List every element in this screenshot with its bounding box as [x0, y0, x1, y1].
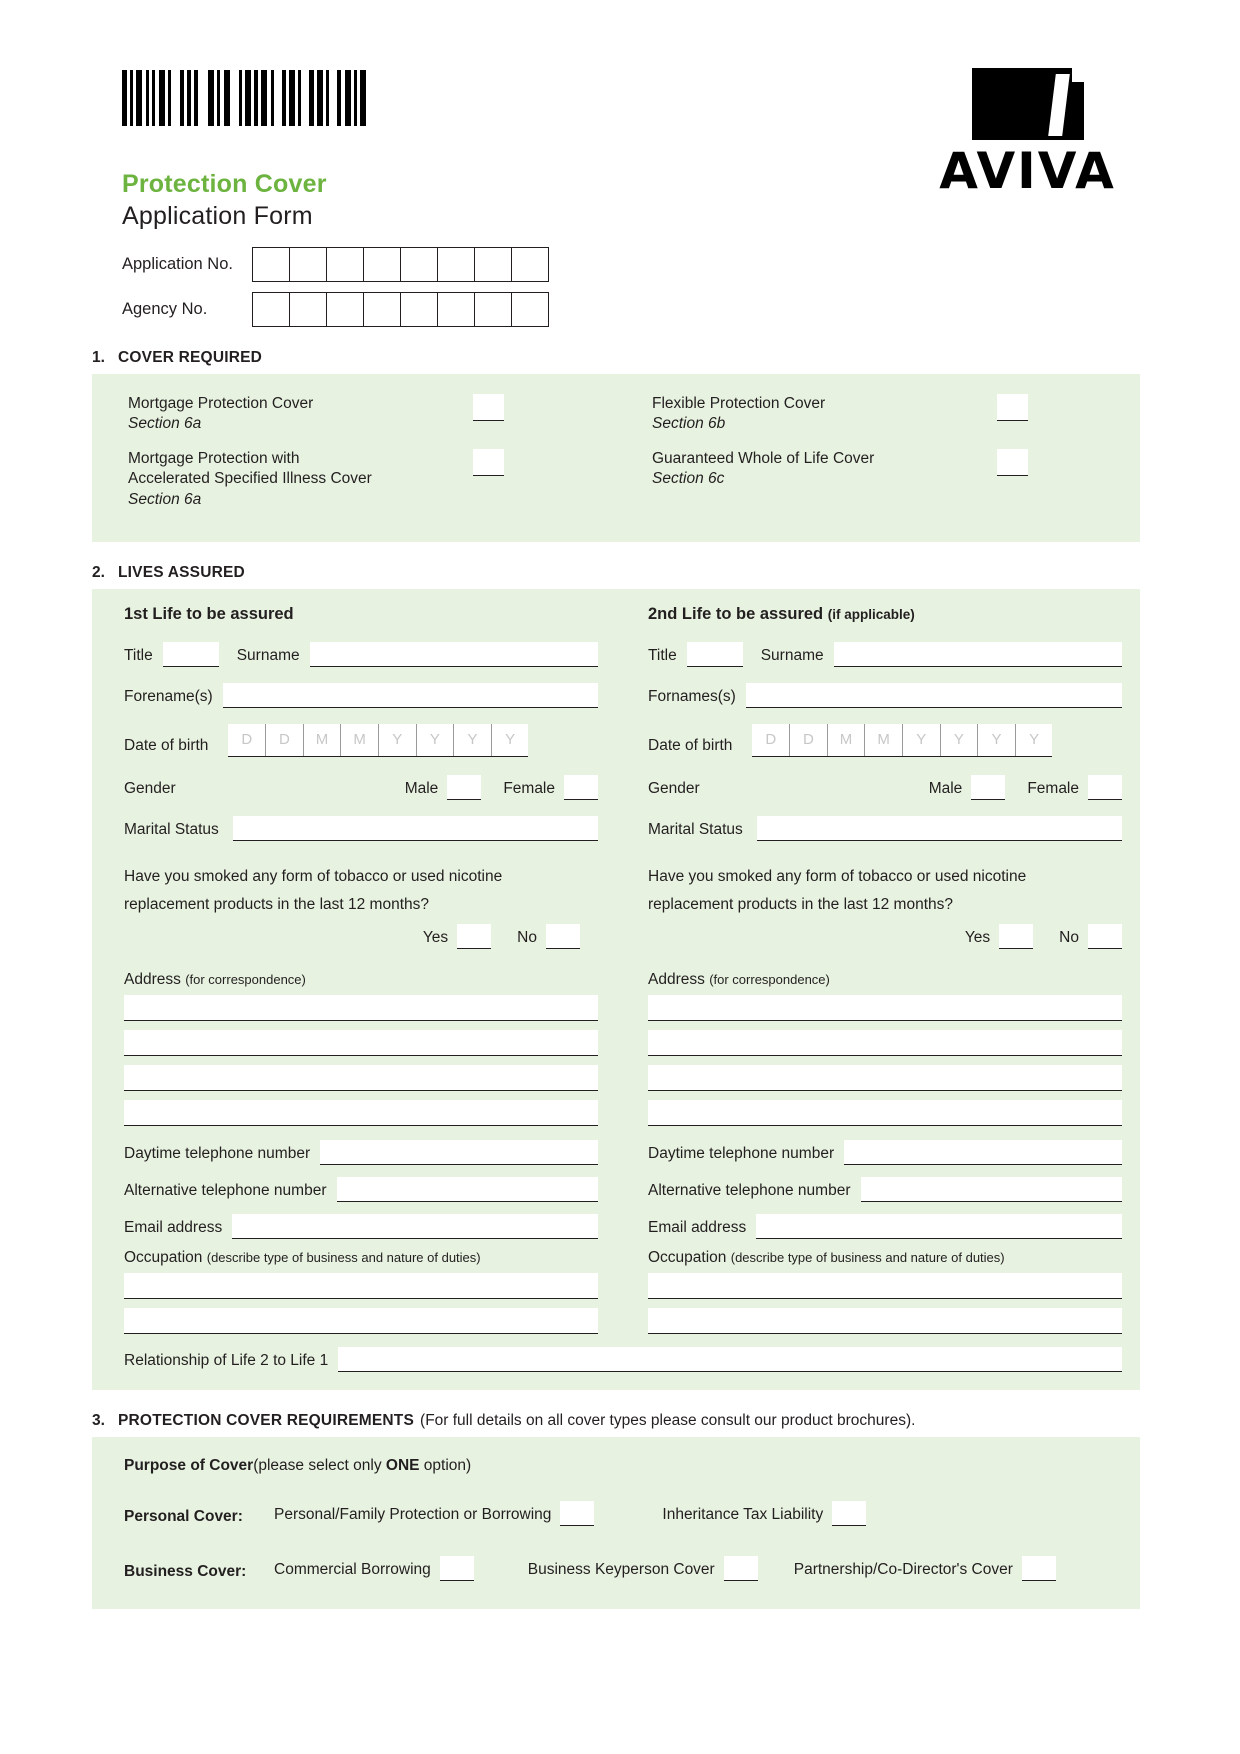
relationship-row: [92, 1343, 1140, 1372]
marital-status-label: Marital Status: [648, 821, 743, 839]
life-1-gender-male-checkbox[interactable]: [447, 775, 481, 800]
option-personal-family-protection[interactable]: [274, 1501, 602, 1526]
life-2-gender-row: [648, 775, 1122, 800]
dob-char: Y: [505, 731, 516, 749]
gender-label: Gender: [648, 780, 700, 798]
occupation-label-note: (describe type of business and nature of duties): [206, 1250, 481, 1266]
cover-option-label-2: Accelerated Specified Illness Cover: [128, 470, 372, 488]
daytime-tel-label: Daytime telephone number: [124, 1145, 311, 1163]
life-2-alt-tel-input[interactable]: [861, 1177, 1123, 1202]
life-2-marital-row: [648, 816, 1122, 841]
section-1-heading: [0, 349, 1240, 367]
life-2-address-line-4[interactable]: [648, 1100, 1122, 1126]
application-no-row: [122, 247, 1140, 282]
option-checkbox[interactable]: [1022, 1556, 1056, 1581]
dob-char: Y: [417, 724, 455, 756]
cover-option-section: Section 6a: [128, 490, 202, 508]
occupation-label-text: Occupation: [124, 1249, 203, 1267]
life-2-email-input[interactable]: [756, 1214, 1122, 1239]
surname-label: Surname: [236, 647, 300, 665]
life-1-smoker-no-checkbox[interactable]: [546, 924, 580, 949]
form-title-secondary: Application Form: [122, 202, 313, 230]
purpose-title-bold: Purpose of Cover: [124, 1457, 254, 1475]
life-1-address-line-2[interactable]: [124, 1030, 598, 1056]
life-2-dob-input[interactable]: [752, 724, 1052, 757]
purpose-title-end: option): [419, 1457, 472, 1475]
life-1-gender-female-checkbox[interactable]: [564, 775, 598, 800]
life-2-smoker-yes-checkbox[interactable]: [999, 924, 1033, 949]
section-2-heading: [0, 564, 1240, 582]
life-2-heading-note: (if applicable): [827, 607, 915, 623]
application-no-input[interactable]: [252, 247, 549, 282]
cover-option-mortgage-accelerated[interactable]: [128, 449, 616, 510]
life-2-gender-female-checkbox[interactable]: [1088, 775, 1122, 800]
life-2-occupation-lines: [648, 1273, 1122, 1334]
cover-option-checkbox[interactable]: [997, 394, 1028, 421]
section-1-title: COVER REQUIRED: [118, 349, 263, 366]
life-2-smoker-answer-row: [648, 924, 1122, 949]
dob-char: M: [341, 724, 379, 756]
life-1-address-lines: [124, 995, 598, 1126]
marital-status-label: Marital Status: [124, 821, 219, 839]
dob-char: M: [865, 724, 903, 756]
life-2-alt-tel-row: [648, 1177, 1122, 1202]
occupation-label-text: Occupation: [648, 1249, 727, 1267]
cover-option-whole-of-life[interactable]: [652, 449, 1140, 490]
purpose-title-rest: (please select only: [253, 1457, 386, 1475]
aviva-wordmark: AVIVA: [939, 142, 1116, 200]
lives-assured-panel: [92, 589, 1140, 1390]
smoker-question-line1: Have you smoked any form of tobacco or used nicotine: [648, 868, 1027, 886]
form-header: [0, 0, 1240, 327]
life-1-occupation-lines: [124, 1273, 598, 1334]
dob-char: Y: [978, 724, 1016, 756]
life-1-occupation-line-1[interactable]: [124, 1273, 598, 1299]
personal-cover-row: [92, 1501, 1140, 1526]
dob-char: D: [228, 724, 266, 756]
section-2-number: 2.: [92, 564, 105, 582]
life-1-address-line-3[interactable]: [124, 1065, 598, 1091]
alt-tel-label: Alternative telephone number: [124, 1182, 327, 1200]
section-2-title: LIVES ASSURED: [118, 564, 245, 582]
life-1-alt-tel-input[interactable]: [337, 1177, 599, 1202]
agency-no-row: [122, 292, 1140, 327]
life-1-smoker-answer-row: [124, 924, 598, 949]
address-label-text: Address: [648, 971, 705, 989]
smoker-question-line2: replacement products in the last 12 months?: [648, 895, 954, 913]
life-1-address-line-4[interactable]: [124, 1100, 598, 1126]
life-1-heading: 1st Life to be assured: [124, 605, 294, 624]
life-1-smoker-question: [124, 863, 598, 918]
life-2-smoker-question: [648, 863, 1122, 918]
option-checkbox[interactable]: [832, 1501, 866, 1526]
life-2-heading-text: 2nd Life to be assured: [648, 605, 824, 624]
life-2-address-line-3[interactable]: [648, 1065, 1122, 1091]
cover-option-checkbox[interactable]: [997, 449, 1028, 476]
life-1-gender-row: [124, 775, 598, 800]
cover-option-checkbox[interactable]: [473, 394, 504, 421]
option-label: Personal/Family Protection or Borrowing: [274, 1506, 552, 1524]
no-label: No: [1059, 929, 1079, 947]
life-1-email-input[interactable]: [232, 1214, 598, 1239]
option-business-keyperson-cover[interactable]: [528, 1556, 766, 1581]
life-2-occupation-line-2[interactable]: [648, 1308, 1122, 1334]
life-2-smoker-no-checkbox[interactable]: [1088, 924, 1122, 949]
section-3-title: PROTECTION COVER REQUIREMENTS: [118, 1412, 415, 1430]
cover-option-checkbox[interactable]: [473, 449, 504, 476]
option-inheritance-tax-liability[interactable]: [662, 1501, 874, 1526]
smoker-question-line1: Have you smoked any form of tobacco or used nicotine: [124, 868, 503, 886]
life-2-title-input[interactable]: [687, 642, 743, 667]
dob-char: Y: [903, 724, 941, 756]
life-2-address-lines: [648, 995, 1122, 1126]
dob-char: Y: [454, 724, 492, 756]
life-2-title-surname-row: [648, 642, 1122, 667]
life-2-address-line-2[interactable]: [648, 1030, 1122, 1056]
dob-char: D: [752, 724, 790, 756]
cover-option-label: Flexible Protection Cover: [652, 395, 826, 412]
life-2-forenames-input[interactable]: [746, 683, 1122, 708]
male-label: Male: [404, 780, 439, 798]
life-1-title-input[interactable]: [163, 642, 219, 667]
dob-char: D: [790, 724, 828, 756]
life-2-daytime-tel-input[interactable]: [844, 1140, 1122, 1165]
life-1-marital-input[interactable]: [233, 816, 598, 841]
alt-tel-label: Alternative telephone number: [648, 1182, 851, 1200]
option-label: Inheritance Tax Liability: [662, 1506, 824, 1524]
section-3-note: (For full details on all cover types please consult our product brochures).: [420, 1412, 916, 1430]
life-1-daytime-tel-input[interactable]: [320, 1140, 598, 1165]
occupation-label-note: (describe type of business and nature of duties): [730, 1250, 1005, 1266]
life-1-alt-tel-row: [124, 1177, 598, 1202]
cover-option-section: Section 6a: [128, 415, 202, 433]
email-label: Email address: [648, 1219, 747, 1237]
option-checkbox[interactable]: [724, 1556, 758, 1581]
life-1-address-label: [124, 971, 598, 989]
section-1-number: 1.: [92, 349, 105, 366]
dob-char: M: [304, 724, 342, 756]
dob-char: D: [266, 724, 304, 756]
address-label-note: (for correspondence): [185, 972, 306, 988]
female-label: Female: [503, 780, 555, 798]
cover-option-section: Section 6b: [652, 415, 726, 433]
option-label: Partnership/Co-Director's Cover: [793, 1561, 1013, 1579]
life-1-address-line-1[interactable]: [124, 995, 598, 1021]
life-1-occupation-label: [124, 1249, 598, 1267]
life-1-smoker-yes-checkbox[interactable]: [457, 924, 491, 949]
forenames-label: Forename(s): [124, 688, 213, 706]
dob-char: Y: [1029, 731, 1040, 749]
life-1-column: [92, 605, 616, 1343]
aviva-logo: [920, 68, 1135, 200]
life-1-forenames-input[interactable]: [223, 683, 598, 708]
agency-no-label: Agency No.: [122, 300, 208, 318]
life-1-forenames-row: [124, 683, 598, 708]
relationship-input[interactable]: [338, 1347, 1122, 1372]
life-2-address-line-1[interactable]: [648, 995, 1122, 1021]
cover-option-label: Mortgage Protection with: [128, 449, 300, 467]
business-cover-label: Business Cover:: [124, 1563, 247, 1581]
surname-label: Surname: [760, 647, 824, 665]
address-label-text: Address: [124, 971, 181, 989]
dob-char: M: [828, 724, 866, 756]
option-commercial-borrowing[interactable]: [274, 1556, 482, 1581]
purpose-of-cover-title: [92, 1457, 1140, 1475]
aviva-mark-icon: [972, 68, 1084, 140]
life-1-title-surname-row: [124, 642, 598, 667]
life-2-marital-input[interactable]: [757, 816, 1122, 841]
option-checkbox[interactable]: [440, 1556, 474, 1581]
purpose-title-one: ONE: [385, 1457, 420, 1475]
section-3-heading: [0, 1412, 1240, 1430]
yes-label: Yes: [422, 929, 449, 947]
dob-char: Y: [379, 724, 417, 756]
personal-cover-label: Personal Cover:: [124, 1508, 243, 1526]
business-cover-row: [92, 1556, 1140, 1581]
life-1-daytime-tel-row: [124, 1140, 598, 1165]
dob-char: Y: [941, 724, 979, 756]
title-label: Title: [648, 647, 677, 665]
address-label-note: (for correspondence): [709, 972, 830, 988]
life-2-column: [616, 605, 1140, 1343]
life-2-gender-male-checkbox[interactable]: [971, 775, 1005, 800]
life-2-occupation-label: [648, 1249, 1122, 1267]
title-label: Title: [124, 647, 153, 665]
section-3-number: 3.: [92, 1412, 105, 1430]
daytime-tel-label: Daytime telephone number: [648, 1145, 835, 1163]
application-no-label: Application No.: [122, 255, 233, 273]
cover-option-label: Guaranteed Whole of Life Cover: [652, 449, 875, 467]
agency-no-input[interactable]: [252, 292, 549, 327]
female-label: Female: [1027, 780, 1079, 798]
option-checkbox[interactable]: [560, 1501, 594, 1526]
no-label: No: [517, 929, 537, 947]
cover-required-panel: [92, 374, 1140, 542]
life-2-daytime-tel-row: [648, 1140, 1122, 1165]
cover-option-section: Section 6c: [652, 470, 725, 488]
relationship-label: Relationship of Life 2 to Life 1: [124, 1352, 329, 1370]
cover-option-label: Mortgage Protection Cover: [128, 395, 314, 412]
option-label: Commercial Borrowing: [274, 1561, 431, 1579]
option-partnership-codirector-cover[interactable]: [794, 1556, 1064, 1581]
dob-label: Date of birth: [648, 737, 733, 755]
yes-label: Yes: [964, 929, 991, 947]
option-label: Business Keyperson Cover: [527, 1561, 715, 1579]
life-2-heading: [648, 605, 1122, 624]
cover-option-mortgage-protection[interactable]: [128, 394, 616, 435]
life-1-dob-input[interactable]: [228, 724, 528, 757]
life-2-occupation-line-1[interactable]: [648, 1273, 1122, 1299]
gender-label: Gender: [124, 780, 176, 798]
life-1-email-row: [124, 1214, 598, 1239]
life-2-address-label: [648, 971, 1122, 989]
life-1-occupation-line-2[interactable]: [124, 1308, 598, 1334]
life-1-surname-input[interactable]: [310, 642, 598, 667]
email-label: Email address: [124, 1219, 223, 1237]
dob-label: Date of birth: [124, 737, 209, 755]
cover-option-flexible-protection[interactable]: [652, 394, 1140, 435]
life-2-email-row: [648, 1214, 1122, 1239]
life-2-surname-input[interactable]: [834, 642, 1122, 667]
life-1-dob-row: [124, 724, 598, 757]
male-label: Male: [928, 780, 963, 798]
life-2-dob-row: [648, 724, 1122, 757]
protection-cover-requirements-panel: [92, 1437, 1140, 1609]
smoker-question-line2: replacement products in the last 12 months?: [124, 895, 430, 913]
life-1-marital-row: [124, 816, 598, 841]
forenames-label: Fornames(s): [648, 688, 736, 706]
life-2-forenames-row: [648, 683, 1122, 708]
form-title-primary: Protection Cover: [122, 170, 327, 198]
